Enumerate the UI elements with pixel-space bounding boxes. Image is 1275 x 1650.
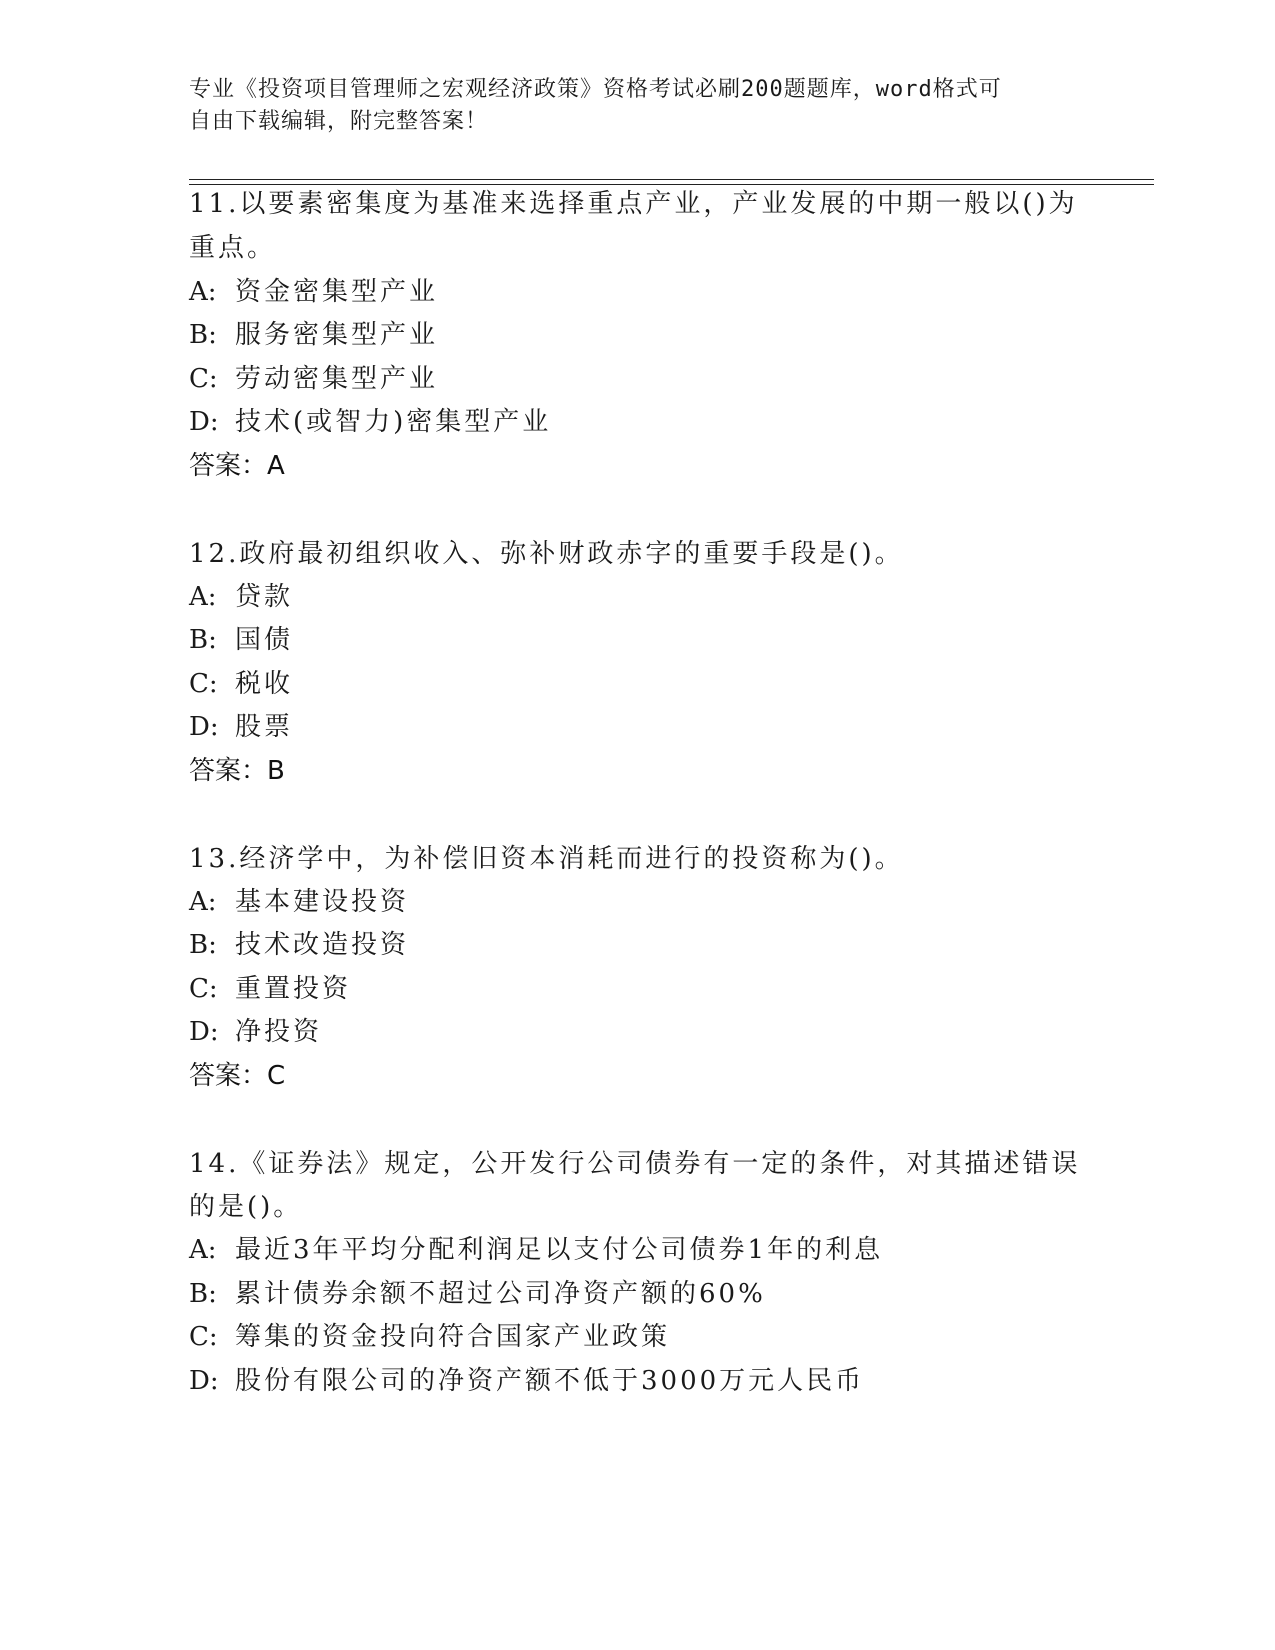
option-c <box>189 1321 670 1353</box>
option-label: D: <box>189 1017 219 1047</box>
option-label: D: <box>189 1366 219 1396</box>
option-c <box>189 973 351 1005</box>
option-text: 国债 <box>235 625 294 655</box>
option-text: 税收 <box>235 669 294 699</box>
option-label: D: <box>189 407 219 437</box>
option-c <box>189 363 438 395</box>
option-label: B: <box>189 930 217 960</box>
option-a <box>189 886 409 918</box>
option-label: C: <box>189 1322 218 1352</box>
header-line-1: 专业《投资项目管理师之宏观经济政策》资格考试必刷200题题库，word格式可 <box>189 77 1002 102</box>
option-text: 技术改造投资 <box>235 930 410 960</box>
option-label: B: <box>189 625 217 655</box>
question-stem-line: 13.经济学中，为补偿旧资本消耗而进行的投资称为()。 <box>189 844 904 874</box>
question-stem-line: 14.《证券法》规定，公开发行公司债券有一定的条件，对其描述错误 <box>189 1149 1081 1179</box>
question-stem-line: 重点。 <box>189 233 277 263</box>
question-stem-line: 的是()。 <box>189 1192 303 1222</box>
option-b <box>189 319 438 351</box>
option-label: C: <box>189 669 218 699</box>
option-text: 贷款 <box>235 582 294 612</box>
option-b <box>189 1278 766 1310</box>
option-text: 劳动密集型产业 <box>235 364 439 394</box>
option-label: B: <box>189 1279 217 1309</box>
option-text: 股票 <box>235 712 294 742</box>
option-b <box>189 624 293 656</box>
question-stem-line: 12.政府最初组织收入、弥补财政赤字的重要手段是()。 <box>189 539 904 569</box>
answer: 答案：C <box>189 1061 286 1091</box>
option-a <box>189 276 438 308</box>
option-d <box>189 406 551 438</box>
option-text: 资金密集型产业 <box>235 277 439 307</box>
option-a <box>189 1234 883 1266</box>
option-label: C: <box>189 364 218 394</box>
option-label: B: <box>189 320 217 350</box>
option-label: A: <box>189 582 217 612</box>
option-d <box>189 1365 864 1397</box>
option-label: D: <box>189 712 219 742</box>
option-label: A: <box>189 887 217 917</box>
option-text: 技术(或智力)密集型产业 <box>235 407 552 437</box>
header-divider-top <box>189 179 1154 180</box>
option-text: 基本建设投资 <box>235 887 410 917</box>
option-label: C: <box>189 974 218 1004</box>
answer: 答案：B <box>189 756 285 786</box>
document-header <box>189 74 1089 138</box>
option-text: 净投资 <box>235 1017 323 1047</box>
option-text: 重置投资 <box>235 974 352 1004</box>
option-d <box>189 1016 322 1048</box>
option-text: 最近3年平均分配利润足以支付公司债券1年的利息 <box>235 1235 884 1265</box>
option-b <box>189 929 409 961</box>
option-c <box>189 668 293 700</box>
option-d <box>189 711 293 743</box>
option-text: 服务密集型产业 <box>235 320 439 350</box>
option-label: A: <box>189 277 217 307</box>
option-text: 股份有限公司的净资产额不低于3000万元人民币 <box>235 1366 865 1396</box>
option-label: A: <box>189 1235 217 1265</box>
option-text: 筹集的资金投向符合国家产业政策 <box>235 1322 671 1352</box>
option-text: 累计债券余额不超过公司净资产额的60% <box>235 1279 766 1309</box>
answer: 答案：A <box>189 451 285 481</box>
question-stem-line: 11.以要素密集度为基准来选择重点产业，产业发展的中期一般以()为 <box>189 189 1078 219</box>
header-divider-bottom <box>189 184 1154 185</box>
option-a <box>189 581 293 613</box>
header-line-2: 自由下载编辑，附完整答案！ <box>189 109 489 134</box>
